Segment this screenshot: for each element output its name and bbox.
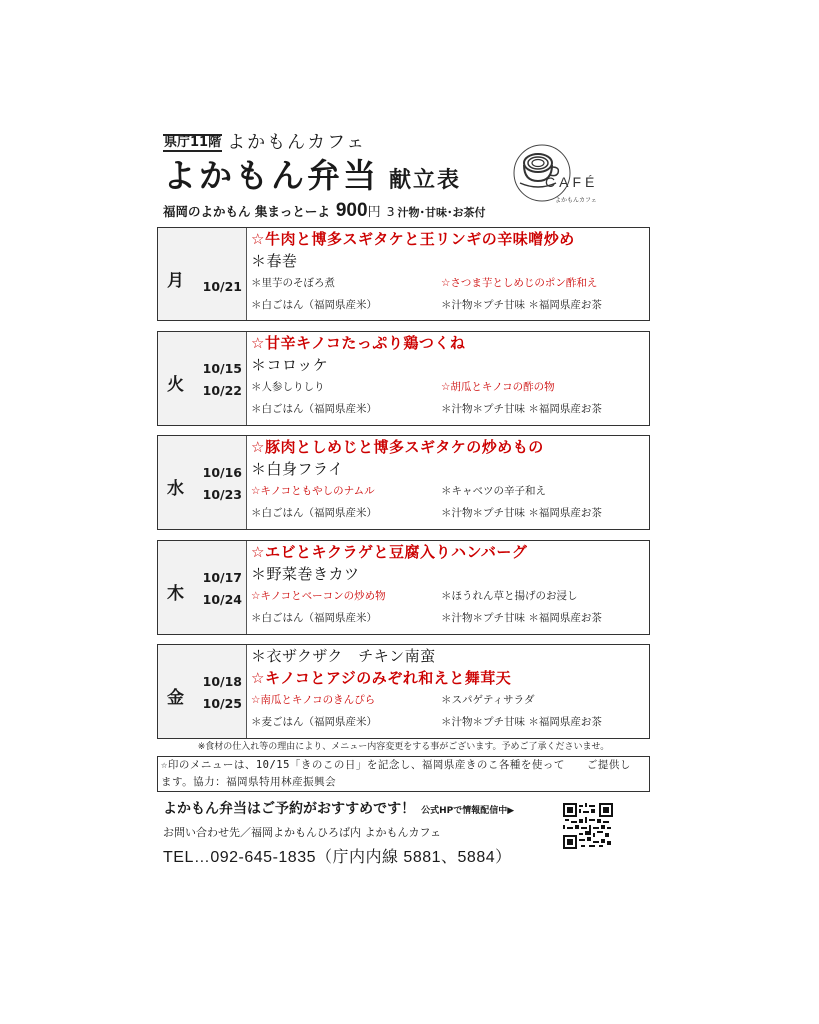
- day-block-wednesday: [157, 435, 650, 530]
- day-dates: [203, 671, 242, 715]
- yen: 円: [367, 205, 381, 220]
- day-block-monday: [157, 227, 650, 321]
- sub-title: 献立表: [389, 167, 462, 193]
- day-label: 金: [167, 688, 184, 708]
- side-dish-left: ＊人参しりしり: [251, 381, 325, 393]
- floor-tag: 県庁11階: [164, 135, 222, 150]
- main-dish-1: ☆豚肉としめじと博多スギタケの炒めもの: [251, 438, 544, 456]
- day-block-friday: [157, 644, 650, 739]
- day-dates: [203, 462, 242, 506]
- day-label: 火: [167, 375, 184, 395]
- logo-subtext: よかもんカフェ: [555, 197, 597, 204]
- rice: ＊白ごはん（福岡県産米）: [251, 507, 377, 519]
- day-cell: [158, 645, 247, 738]
- date: 10/24: [202, 592, 242, 607]
- side-dish-left: ☆南瓜とキノコのきんぴら: [251, 694, 376, 706]
- date: 10/15: [202, 361, 242, 376]
- side-dish-right: ＊キャベツの辛子和え: [441, 485, 546, 497]
- day-label: 木: [167, 584, 184, 604]
- extras: ＊汁物＊プチ甘味 ＊福岡県産お茶: [441, 612, 602, 624]
- cafe-logo: [512, 143, 612, 208]
- side-dish-right: ＊スパゲティサラダ: [441, 694, 535, 706]
- side-dish-left: ＊里芋のそぼろ煮: [251, 277, 335, 289]
- note-line-1: ☆印のメニューは、10/15「きのこの日」を記念し、福岡県産きのこ各種を使って ご提供し: [161, 759, 631, 771]
- day-block-tuesday: [157, 331, 650, 426]
- phone-number: TEL…092-645-1835（庁内内線 5881、5884）: [163, 849, 512, 866]
- menu-cell: [247, 541, 649, 634]
- extras: ＊汁物＊プチ甘味 ＊福岡県産お茶: [441, 716, 602, 728]
- side-dish-right: ☆胡瓜とキノコの酢の物: [441, 381, 555, 393]
- day-dates: [203, 358, 242, 402]
- reservation-promo: [163, 798, 563, 818]
- main-dish-1: ☆甘辛キノコたっぷり鶏つくね: [251, 334, 466, 352]
- day-cell: [158, 541, 247, 634]
- day-label: 月: [167, 271, 184, 291]
- cafe-name: よかもんカフェ: [227, 132, 367, 153]
- main-dish-1: ＊衣ザクザク チキン南蛮: [251, 647, 436, 665]
- date: 10/17: [202, 570, 242, 585]
- bracket: 3: [386, 204, 395, 219]
- main-dish-2: ＊白身フライ: [251, 460, 344, 478]
- menu-cell: [247, 645, 649, 738]
- day-cell: [158, 228, 247, 320]
- date: 10/23: [202, 487, 242, 502]
- main-dish-2: ☆キノコとアジのみぞれ和えと舞茸天: [251, 669, 512, 687]
- rice: ＊白ごはん（福岡県産米）: [251, 403, 377, 415]
- day-dates: [203, 276, 242, 298]
- main-dish-1: ☆牛肉と博多スギタケと王リンギの辛味噌炒め: [251, 230, 575, 248]
- date: 10/21: [202, 279, 242, 294]
- note-line-2: ます。協力：福岡県特用林産振興会: [161, 776, 337, 788]
- main-title: よかもん弁当: [163, 156, 379, 195]
- price-line: [163, 200, 486, 222]
- menu-cell: [247, 228, 649, 320]
- side-dish-right: ＊ほうれん草と揚げのお浸し: [441, 590, 578, 602]
- footer: [163, 798, 563, 867]
- title-line: [163, 150, 461, 197]
- main-dish-1: ☆エビとキクラゲと豆腐入りハンバーグ: [251, 543, 528, 561]
- day-cell: [158, 332, 247, 425]
- main-dish-2: ＊春巻: [251, 252, 298, 270]
- qr-code-icon[interactable]: [563, 803, 613, 849]
- price: 900: [335, 200, 368, 221]
- date: 10/18: [202, 674, 242, 689]
- official-hp-link[interactable]: 公式HPで情報配信中▶: [421, 806, 515, 816]
- day-block-thursday: [157, 540, 650, 635]
- date: 10/25: [202, 696, 242, 711]
- extras: ＊汁物＊プチ甘味 ＊福岡県産お茶: [441, 507, 602, 519]
- menu-cell: [247, 436, 649, 529]
- rice: ＊白ごはん（福岡県産米）: [251, 299, 377, 311]
- side-dish-right: ☆さつま芋としめじのポン酢和え: [441, 277, 598, 289]
- contact-info: お問い合わせ先／福岡よかもんひろば内 よかもんカフェ: [163, 826, 441, 839]
- extras: ＊汁物＊プチ甘味 ＊福岡県産お茶: [441, 403, 602, 415]
- day-cell: [158, 436, 247, 529]
- rice: ＊麦ごはん（福岡県産米）: [251, 716, 377, 728]
- day-label: 水: [167, 479, 184, 499]
- date: 10/22: [202, 383, 242, 398]
- main-dish-2: ＊野菜巻きカツ: [251, 565, 360, 583]
- includes: 汁物･甘味･お茶付: [397, 206, 486, 219]
- rice: ＊白ごはん（福岡県産米）: [251, 612, 377, 624]
- extras: ＊汁物＊プチ甘味 ＊福岡県産お茶: [441, 299, 602, 311]
- menu-cell: [247, 332, 649, 425]
- change-notice: ※食材の仕入れ等の理由により、メニュー内容変更をする事がございます。予めご了承くださいませ。: [197, 742, 610, 752]
- day-dates: [203, 567, 242, 611]
- main-dish-2: ＊コロッケ: [251, 356, 329, 374]
- side-dish-left: ☆キノコともやしのナムル: [251, 485, 375, 497]
- tagline: 福岡のよかもん 集まっとーよ: [163, 204, 330, 219]
- promo-text: よかもん弁当はご予約がおすすめです！: [163, 801, 416, 817]
- logo-text: CAFÉ: [545, 174, 599, 190]
- date: 10/16: [202, 465, 242, 480]
- side-dish-left: ☆キノコとベーコンの炒め物: [251, 590, 386, 602]
- mushroom-note-box: [157, 756, 650, 792]
